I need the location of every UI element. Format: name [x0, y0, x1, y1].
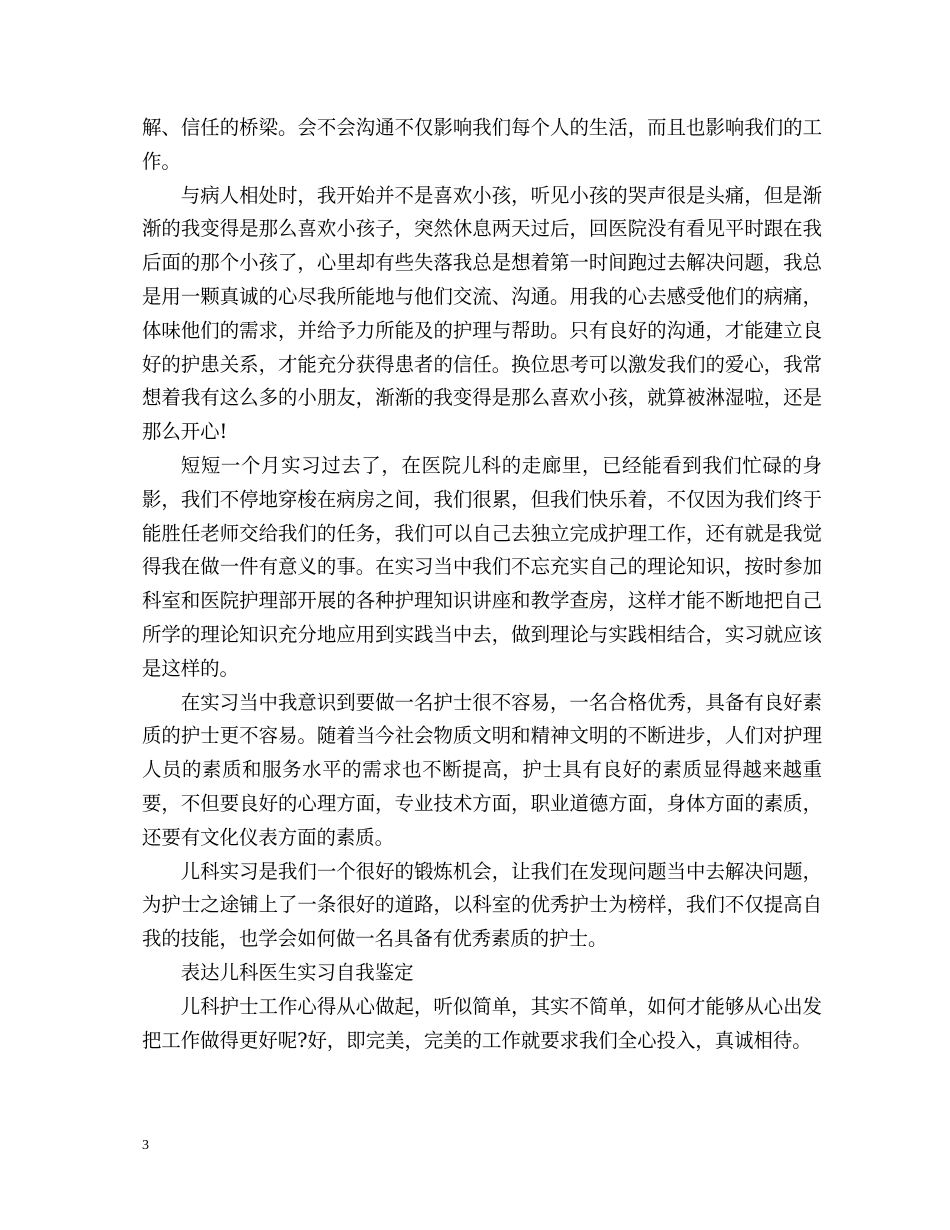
document-body: [142, 111, 822, 1057]
paragraph: 解、信任的桥梁。会不会沟通不仅影响我们每个人的生活，而且也影响我们的工作。: [142, 116, 822, 173]
paragraph: 短短一个月实习过去了，在医院儿科的走廊里，已经能看到我们忙碌的身影，我们不停地穿梭在病房之间，我们很累，但我们快乐着，不仅因为我们终于能胜任老师交给我们的任务，我们可以自己去独立完成护理工作，还有就是我觉得我在做一件有意义的事。在实习当中我们不忘充实自己的理论知识，按时参加科室和医院护理部开展的各种护理知识讲座和教学查房，这样才能不断地把自己所学的理论知识充分地应用到实践当中去，做到理论与实践相结合，实习就应该是这样的。: [142, 453, 822, 680]
paragraph: 在实习当中我意识到要做一名护士很不容易，一名合格优秀，具备有良好素质的护士更不容易。随着当今社会物质文明和精神文明的不断进步，人们对护理人员的素质和服务水平的需求也不断提高，护士具有良好的素质显得越来越重要，不但要良好的心理方面，专业技术方面，职业道德方面，身体方面的素质，还要有文化仪表方面的素质。: [142, 690, 822, 849]
paragraph: 儿科实习是我们一个很好的锻炼机会，让我们在发现问题当中去解决问题，为护士之途铺上了一条很好的道路，以科室的优秀护士为榜样，我们不仅提高自我的技能，也学会如何做一名具备有优秀素质的护士。: [142, 859, 822, 951]
section-heading: 表达儿科医生实习自我鉴定: [180, 960, 414, 984]
page-number: 3: [142, 1138, 149, 1153]
paragraph: 与病人相处时，我开始并不是喜欢小孩，听见小孩的哭声很是头痛，但是渐渐的我变得是那么喜欢小孩子，突然休息两天过后，回医院没有看见平时跟在我后面的那个小孩了，心里却有些失落我总是想着第一时间跑过去解决问题，我总是用一颗真诚的心尽我所能地与他们交流、沟通。用我的心去感受他们的病痛，体味他们的需求，并给予力所能及的护理与帮助。只有良好的沟通，才能建立良好的护患关系，才能充分获得患者的信任。换位思考可以激发我们的爱心，我常想着我有这么多的小朋友，渐渐的我变得是那么喜欢小孩，就算被淋湿啦，还是那么开心!: [142, 183, 822, 444]
paragraph: 儿科护士工作心得从心做起，听似简单，其实不简单，如何才能够从心出发把工作做得更好呢?好，即完美，完美的工作就要求我们全心投入，真诚相待。: [142, 994, 822, 1052]
